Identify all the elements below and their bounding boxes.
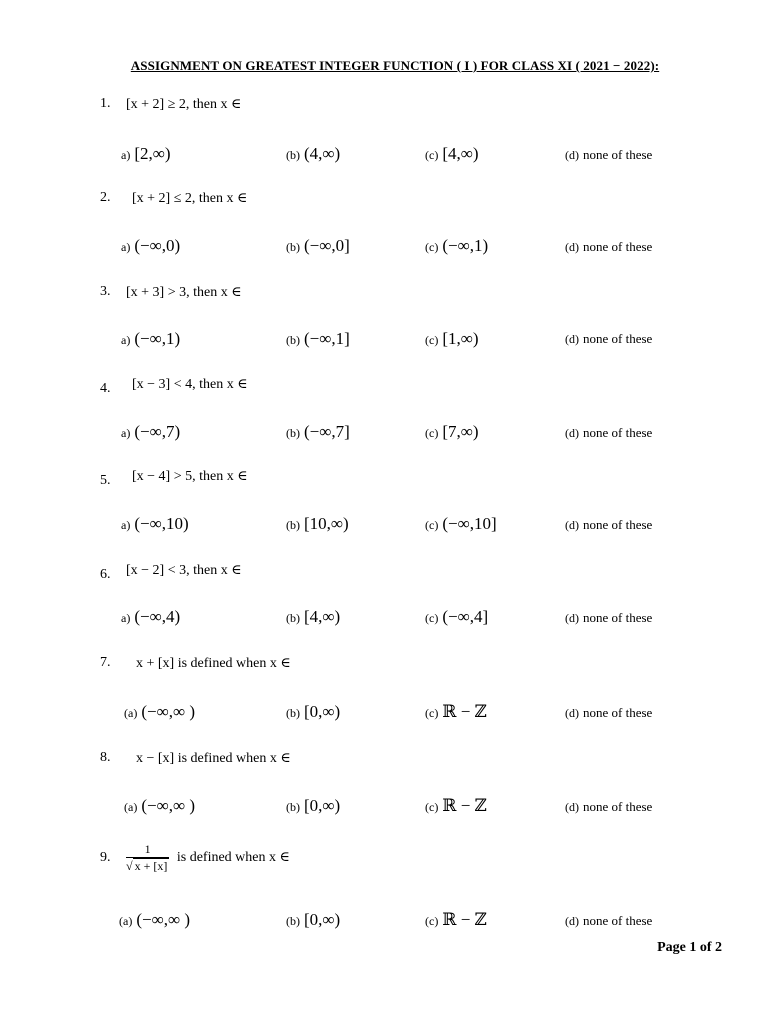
option-c[interactable]: (c) (−∞,4] <box>425 607 489 626</box>
question-stem: [x + 2] ≤ 2, then x ∈ <box>132 191 248 206</box>
option-a[interactable]: (a) (−∞,∞ ) <box>124 796 195 815</box>
option-c[interactable]: (c) ℝ − ℤ <box>425 702 487 721</box>
fraction <box>126 842 169 874</box>
question-stem: [x − 4] > 5, then x ∈ <box>132 469 248 484</box>
option-d[interactable]: (d) none of these <box>565 610 653 625</box>
option-d[interactable]: (d) none of these <box>565 517 653 532</box>
option-c[interactable]: (c) (−∞,10] <box>425 514 497 533</box>
question-number: 7. <box>100 655 111 670</box>
option-a[interactable]: a) [2,∞) <box>121 144 171 163</box>
option-b[interactable]: (b) [0,∞) <box>286 796 341 815</box>
option-c[interactable]: (c) [7,∞) <box>425 422 479 441</box>
fraction-numerator: 1 <box>126 842 169 858</box>
option-b[interactable]: (b) (−∞,1] <box>286 329 350 348</box>
question-stem: x + [x] is defined when x ∈ <box>136 656 291 671</box>
option-c[interactable]: (c) (−∞,1) <box>425 236 489 255</box>
question-stem-group <box>126 842 290 874</box>
option-d[interactable]: (d) none of these <box>565 147 653 162</box>
option-a[interactable]: (a) (−∞,∞ ) <box>124 702 195 721</box>
option-d[interactable]: (d) none of these <box>565 239 653 254</box>
question-number: 6. <box>100 567 111 582</box>
sqrt-radicand: x + [x] <box>134 859 168 873</box>
question-number: 8. <box>100 750 111 765</box>
option-a[interactable]: a) (−∞,7) <box>121 422 181 441</box>
option-b[interactable]: (b) (−∞,7] <box>286 422 350 441</box>
question-number: 5. <box>100 473 111 488</box>
option-d[interactable]: (d) none of these <box>565 425 653 440</box>
question-stem: [x − 3] < 4, then x ∈ <box>132 377 248 392</box>
option-c[interactable]: (c) ℝ − ℤ <box>425 910 487 929</box>
question-number: 9. <box>100 850 111 865</box>
question-stem: [x − 2] < 3, then x ∈ <box>126 563 242 578</box>
option-d[interactable]: (d) none of these <box>565 331 653 346</box>
option-d[interactable]: (d) none of these <box>565 799 653 814</box>
question-number: 3. <box>100 284 111 299</box>
option-a[interactable]: (a) (−∞,∞ ) <box>119 910 190 929</box>
option-a[interactable]: a) (−∞,1) <box>121 329 181 348</box>
option-b[interactable]: (b) [10,∞) <box>286 514 349 533</box>
question-stem: is defined when x ∈ <box>176 850 290 866</box>
page-number: Page 1 of 2 <box>657 940 722 955</box>
option-a[interactable]: a) (−∞,10) <box>121 514 189 533</box>
question-number: 4. <box>100 381 111 396</box>
question-stem: [x + 3] > 3, then x ∈ <box>126 285 242 300</box>
option-c[interactable]: (c) ℝ − ℤ <box>425 796 487 815</box>
option-c[interactable]: (c) [4,∞) <box>425 144 479 163</box>
option-b[interactable]: (b) [0,∞) <box>286 702 341 721</box>
option-b[interactable]: (b) (−∞,0] <box>286 236 350 255</box>
question-stem: [x + 2] ≥ 2, then x ∈ <box>126 97 242 112</box>
question-number: 2. <box>100 190 111 205</box>
option-a[interactable]: a) (−∞,4) <box>121 607 181 626</box>
option-d[interactable]: (d) none of these <box>565 705 653 720</box>
option-d[interactable]: (d) none of these <box>565 913 653 928</box>
option-b[interactable]: (b) [0,∞) <box>286 910 341 929</box>
question-number: 1. <box>100 96 111 111</box>
fraction-denominator: √ x + [x] <box>126 859 168 873</box>
question-stem: x − [x] is defined when x ∈ <box>136 751 291 766</box>
option-a[interactable]: a) (−∞,0) <box>121 236 181 255</box>
assignment-title: ASSIGNMENT ON GREATEST INTEGER FUNCTION ( I ) FOR CLASS XI ( 2021 − 2022): <box>130 58 660 73</box>
option-b[interactable]: (b) [4,∞) <box>286 607 341 626</box>
option-b[interactable]: (b) (4,∞) <box>286 144 341 163</box>
option-c[interactable]: (c) [1,∞) <box>425 329 479 348</box>
